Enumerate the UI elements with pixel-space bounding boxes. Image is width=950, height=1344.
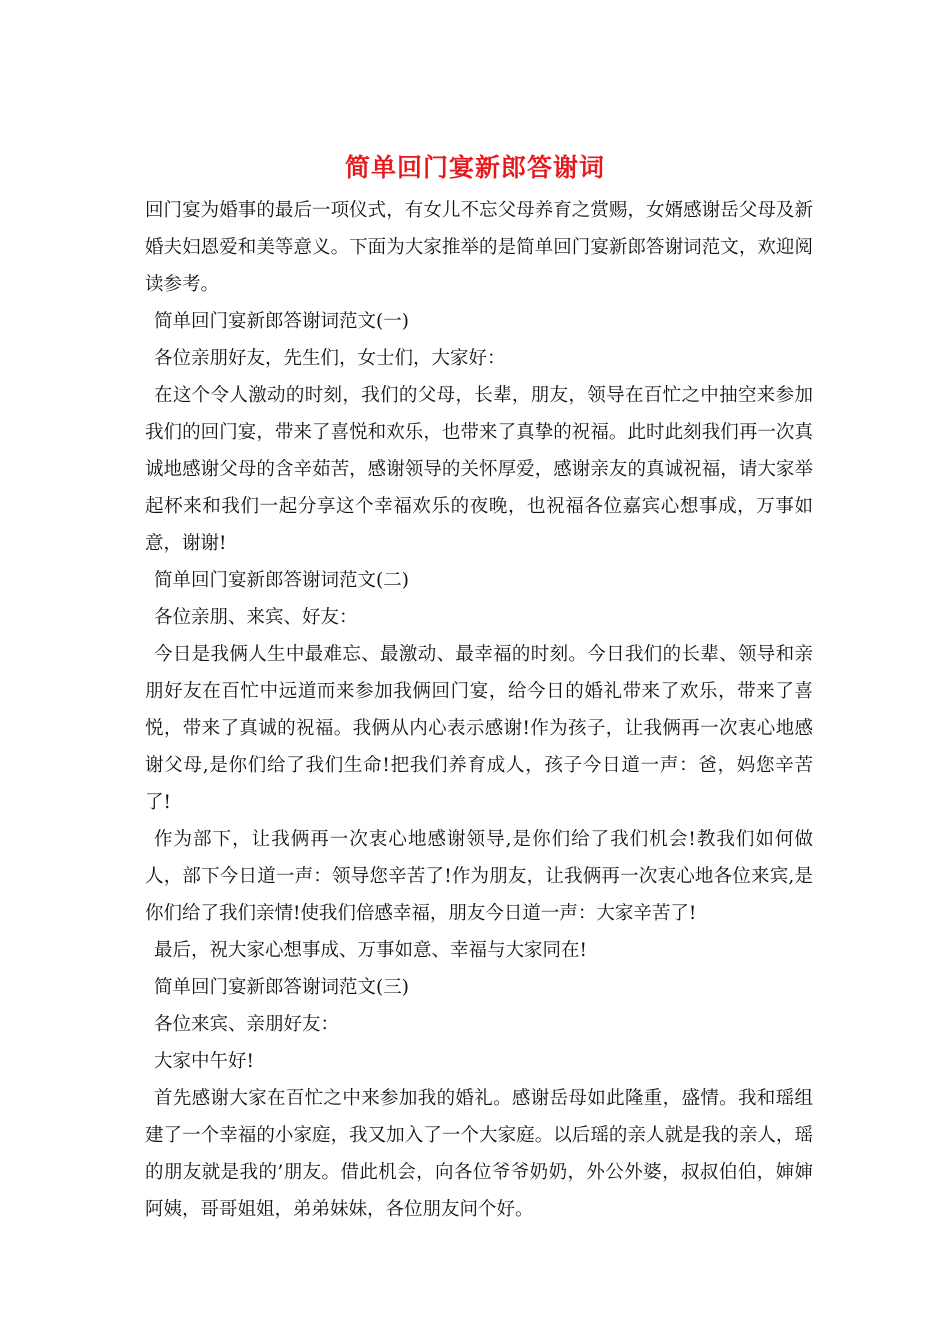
section2-greeting: 各位亲朋、来宾、好友： [154,607,358,628]
section2-paragraph-3: 最后，祝大家心想事成、万事如意、幸福与大家同在! [154,940,587,961]
section2-paragraph-1 [145,636,813,821]
section1-greeting: 各位亲朋好友，先生们，女士们，大家好： [154,348,506,369]
document-body [145,192,813,1228]
section1-paragraph-1-text: 在这个令人激动的时刻，我们的父母，长辈，朋友，领导在百忙之中抽空来参加我们的回门宴，带来了喜悦和欢乐，也带来了真挚的祝福。此时此刻我们再一次真诚地感谢父母的含辛茹苦，感谢领导的关怀厚爱，感谢亲友的真诚祝福，请大家举起杯来和我们一起分享这个幸福欢乐的夜晚，也祝福各位嘉宾心想事成，万事如意，谢谢! [145,385,813,554]
section2-paragraph-2-text: 作为部下，让我俩再一次衷心地感谢领导,是你们给了我们机会!教我们如何做人，部下今日道一声：领导您辛苦了!作为朋友，让我俩再一次衷心地各位来宾,是你们给了我们亲情!使我们倍感幸福，朋友今日道一声：大家辛苦了! [145,829,813,924]
section3-paragraph-1-text: 首先感谢大家在百忙之中来参加我的婚礼。感谢岳母如此隆重，盛情。我和瑶组建了一个幸福的小家庭，我又加入了一个大家庭。以后瑶的亲人就是我的亲人，瑶的朋友就是我的’朋友。借此机会，向各位爷爷奶奶，外公外婆，叔叔伯伯，婶婶阿姨，哥哥姐姐，弟弟妹妹，各位朋友问个好。 [145,1088,813,1220]
section3-heading: 简单回门宴新郎答谢词范文(三) [154,977,409,998]
document-title: 简单回门宴新郎答谢词 [344,153,605,182]
section1-heading: 简单回门宴新郎答谢词范文(一) [154,311,409,332]
intro-paragraph: 回门宴为婚事的最后一项仪式，有女儿不忘父母养育之赏赐，女婿感谢岳父母及新婚夫妇恩爱和美等意义。下面为大家推举的是简单回门宴新郎答谢词范文，欢迎阅读参考。 [145,200,813,295]
section3-greeting-2: 大家中午好! [154,1051,254,1072]
section1-paragraph-1 [145,377,813,562]
section2-paragraph-1-text: 今日是我俩人生中最难忘、最激动、最幸福的时刻。今日我们的长辈、领导和亲朋好友在百忙中远道而来参加我俩回门宴，给今日的婚礼带来了欢乐，带来了喜悦，带来了真诚的祝福。我俩从内心表示感谢!作为孩子，让我俩再一次衷心地感谢父母,是你们给了我们生命!把我们养育成人，孩子今日道一声：爸，妈您辛苦了! [145,644,813,813]
section3-paragraph-1 [145,1080,813,1228]
section3-greeting: 各位来宾、亲朋好友： [154,1014,340,1035]
section2-paragraph-2 [145,821,813,932]
section2-heading: 简单回门宴新郎答谢词范文(二) [154,570,409,591]
